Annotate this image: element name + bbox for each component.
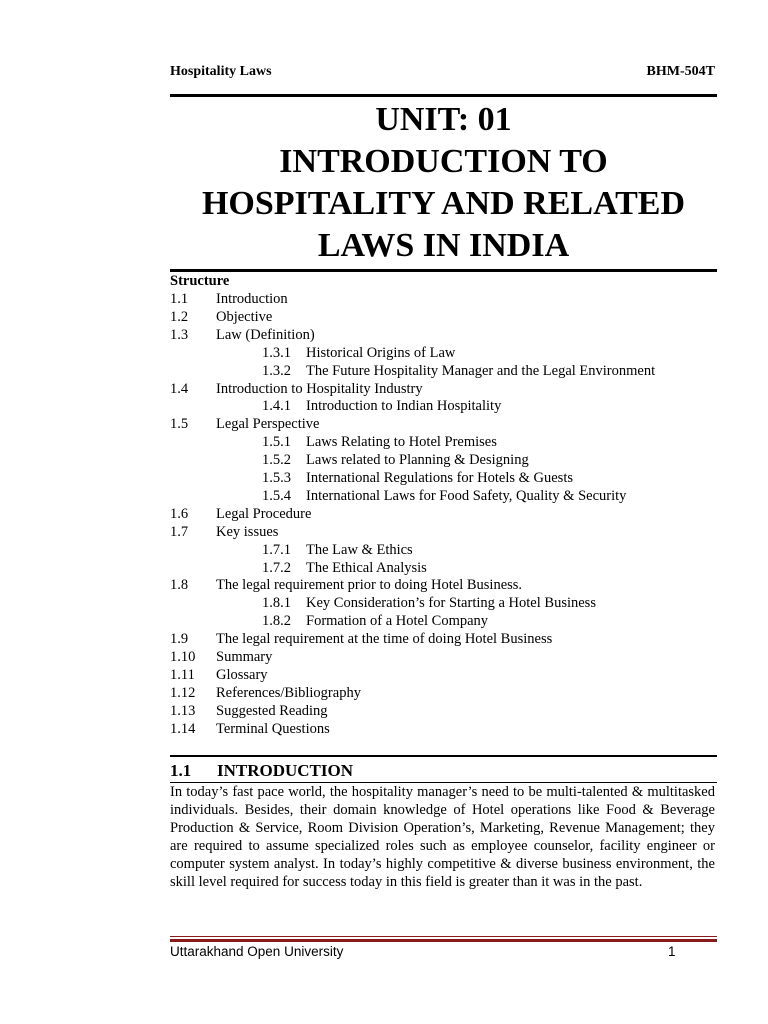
- toc-item-label: Laws related to Planning & Designing: [306, 452, 529, 469]
- toc-item-number: 1.9: [170, 631, 189, 648]
- toc-item-label: Key Consideration’s for Starting a Hotel Business: [306, 595, 596, 612]
- section-number: 1.1: [170, 761, 192, 780]
- running-header: [170, 64, 715, 84]
- toc-item-label: International Regulations for Hotels & Guests: [306, 470, 573, 486]
- page-number: 1: [668, 944, 676, 959]
- unit-title-line-2: INTRODUCTION TO: [279, 143, 608, 180]
- footer-rule-top: [170, 936, 717, 937]
- toc-item-number: 1.7.1: [262, 541, 291, 558]
- header-course-title: Hospitality Laws: [170, 64, 272, 79]
- introduction-paragraph: In today’s fast pace world, the hospitality manager’s need to be multi-talented & multitasked individuals. Besides, their domain knowledge of Hotel operations like Food & Beverage Production & Service, Room Division Operation’s, Marketing, Revenue Management; they are required to assume specialized roles such as employee counselor, facility engineer or computer system analyst. In today’s highly competitive & diverse business environment, the skill level required for success today in this field is greater than it was in the past.: [170, 784, 715, 890]
- toc-item-label: Introduction to Hospitality Industry: [216, 380, 423, 397]
- footer-rule-bottom: [170, 939, 717, 942]
- toc-item-number: 1.8.1: [262, 595, 291, 612]
- toc-item-label: Legal Perspective: [216, 416, 320, 433]
- toc-item-label: References/Bibliography: [216, 684, 361, 701]
- toc-item-label: Introduction: [216, 291, 288, 307]
- unit-title-line-1: UNIT: 01: [375, 101, 512, 138]
- toc-item-label: Law (Definition): [216, 326, 315, 343]
- title-rule: [170, 269, 717, 272]
- toc-item-label: Suggested Reading: [216, 702, 328, 719]
- toc-item-label: Legal Procedure: [216, 505, 312, 522]
- unit-title-line-4: LAWS IN INDIA: [317, 227, 570, 264]
- toc-item-label: The legal requirement prior to doing Hotel Business.: [216, 577, 523, 594]
- toc-item-number: 1.8.2: [262, 613, 291, 630]
- toc-item-number: 1.7: [170, 523, 189, 540]
- unit-title-line-3: HOSPITALITY AND RELATED: [201, 185, 686, 222]
- section-rule: [170, 755, 717, 757]
- toc-item-label: The Future Hospitality Manager and the Legal Environment: [306, 362, 656, 379]
- toc-item-label: Introduction to Indian Hospitality: [306, 398, 502, 415]
- toc-item-label: The Ethical Analysis: [306, 559, 427, 576]
- toc-item-label: Terminal Questions: [216, 720, 330, 737]
- toc-item-number: 1.7.2: [262, 559, 291, 576]
- toc-item-number: 1.5.4: [262, 487, 291, 504]
- header-rule: [170, 94, 717, 97]
- toc-item-label: Key issues: [216, 523, 279, 540]
- header-course-code: BHM-504T: [646, 64, 715, 79]
- toc-item-number: 1.3.1: [262, 344, 291, 361]
- toc-item-number: 1.13: [170, 702, 196, 719]
- toc-item-number: 1.14: [170, 720, 196, 737]
- toc-item-number: 1.4.1: [262, 398, 291, 415]
- toc-item-label: Historical Origins of Law: [306, 344, 456, 361]
- toc-item-label: Formation of a Hotel Company: [306, 613, 489, 630]
- section-title: INTRODUCTION: [217, 761, 354, 780]
- toc-item-number: 1.12: [170, 684, 196, 701]
- toc-item-number: 1.8: [170, 577, 189, 594]
- toc-item-number: 1.5.3: [262, 470, 291, 486]
- toc-item-number: 1.11: [170, 666, 195, 683]
- toc-item-number: 1.3: [170, 326, 189, 343]
- toc-item-label: Summary: [216, 649, 273, 665]
- toc-item-number: 1.5.2: [262, 452, 291, 469]
- toc-item-number: 1.5.1: [262, 434, 291, 451]
- toc-item-number: 1.5: [170, 416, 189, 433]
- toc-item-number: 1.4: [170, 380, 189, 397]
- toc-item-number: 1.3.2: [262, 362, 291, 379]
- toc-item-label: Glossary: [216, 666, 268, 683]
- toc-item-number: 1.2: [170, 308, 189, 325]
- toc-item-label: Laws Relating to Hotel Premises: [306, 434, 497, 451]
- toc-item-label: Objective: [216, 308, 273, 325]
- toc-item-label: International Laws for Food Safety, Quality & Security: [306, 487, 627, 504]
- toc-item-number: 1.1: [170, 291, 189, 307]
- toc-item-label: The legal requirement at the time of doing Hotel Business: [216, 631, 553, 648]
- toc-item-number: 1.6: [170, 505, 189, 522]
- toc-item-number: 1.10: [170, 649, 196, 665]
- structure-heading: Structure: [170, 273, 230, 289]
- toc-item-label: The Law & Ethics: [306, 541, 413, 558]
- footer-institution: Uttarakhand Open University: [170, 944, 344, 959]
